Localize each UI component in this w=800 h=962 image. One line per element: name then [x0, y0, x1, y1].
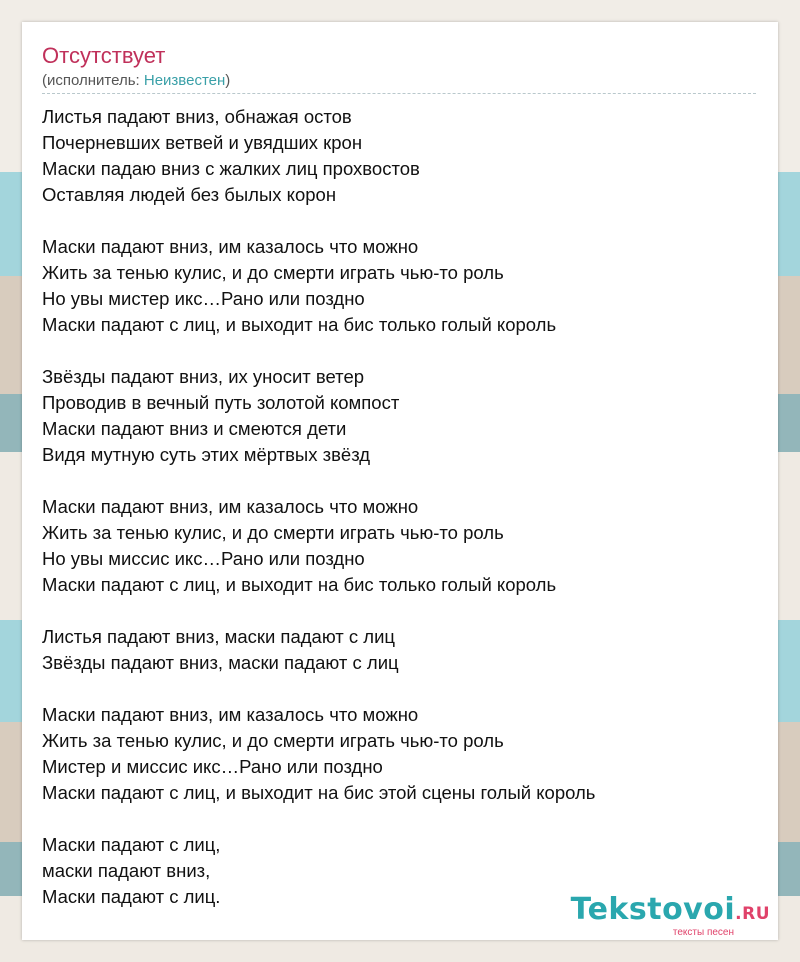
lyrics-line: Но увы миссис икс…Рано или поздно — [42, 548, 365, 569]
title-divider — [42, 93, 756, 94]
logo-wordmark — [571, 894, 770, 930]
lyrics-line: Проводив в вечный путь золотой компост — [42, 392, 400, 413]
lyrics-line: Жить за тенью кулис, и до смерти играть чью-то роль — [42, 262, 504, 283]
lyrics-line: Маски падают вниз и смеются дети — [42, 418, 347, 439]
lyrics-line: Жить за тенью кулис, и до смерти играть чью-то роль — [42, 730, 504, 751]
lyrics-line: Листья падают вниз, маски падают с лиц — [42, 626, 396, 647]
lyrics-stanza — [42, 494, 762, 598]
lyrics-card — [22, 22, 778, 940]
artist-suffix: ) — [225, 72, 231, 89]
lyrics-stanza — [42, 624, 762, 676]
artist-line — [42, 72, 230, 90]
lyrics-line: Маски падают вниз, им казалось что можно — [42, 236, 419, 257]
lyrics-line: Почерневших ветвей и увядших крон — [42, 132, 363, 153]
lyrics-line: Маски падают с лиц, и выходит на бис только голый король — [42, 314, 557, 335]
lyrics-line: Маски падают с лиц, — [42, 834, 221, 855]
lyrics-stanza — [42, 234, 762, 338]
lyrics-line: Маски падают вниз, им казалось что можно — [42, 704, 419, 725]
lyrics-line: Жить за тенью кулис, и до смерти играть чью-то роль — [42, 522, 504, 543]
lyrics-line: Маски падают с лиц. — [42, 886, 221, 907]
artist-link[interactable]: Неизвестен — [143, 72, 226, 89]
lyrics-line: Мистер и миссис икс…Рано или поздно — [42, 756, 383, 777]
lyrics-line: Звёзды падают вниз, их уносит ветер — [42, 366, 365, 387]
lyrics-stanza — [42, 702, 762, 806]
lyrics-line: Видя мутную суть этих мёртвых звёзд — [42, 444, 371, 465]
lyrics-line: Маски падают с лиц, и выходит на бис этой сцены голый король — [42, 782, 596, 803]
lyrics-text — [42, 104, 762, 936]
site-logo[interactable] — [571, 894, 770, 938]
logo-tagline: тексты песен — [672, 927, 734, 938]
lyrics-stanza — [42, 364, 762, 468]
lyrics-line: Маски падаю вниз с жалких лиц прохвостов — [42, 158, 420, 179]
lyrics-stanza — [42, 104, 762, 208]
lyrics-line: Оставляя людей без былых корон — [42, 184, 337, 205]
logo-domain: .RU — [735, 904, 770, 924]
lyrics-line: Листья падают вниз, обнажая остов — [42, 106, 352, 127]
logo-name: Tekstovoi — [570, 892, 736, 927]
song-title: Отсутствует — [42, 43, 166, 68]
lyrics-line: Маски падают с лиц, и выходит на бис только голый король — [42, 574, 557, 595]
lyrics-line: Звёзды падают вниз, маски падают с лиц — [42, 652, 399, 673]
lyrics-line: маски падают вниз, — [42, 860, 211, 881]
lyrics-line: Но увы мистер икс…Рано или поздно — [42, 288, 365, 309]
lyrics-line: Маски падают вниз, им казалось что можно — [42, 496, 419, 517]
artist-prefix: (исполнитель: — [42, 72, 144, 89]
